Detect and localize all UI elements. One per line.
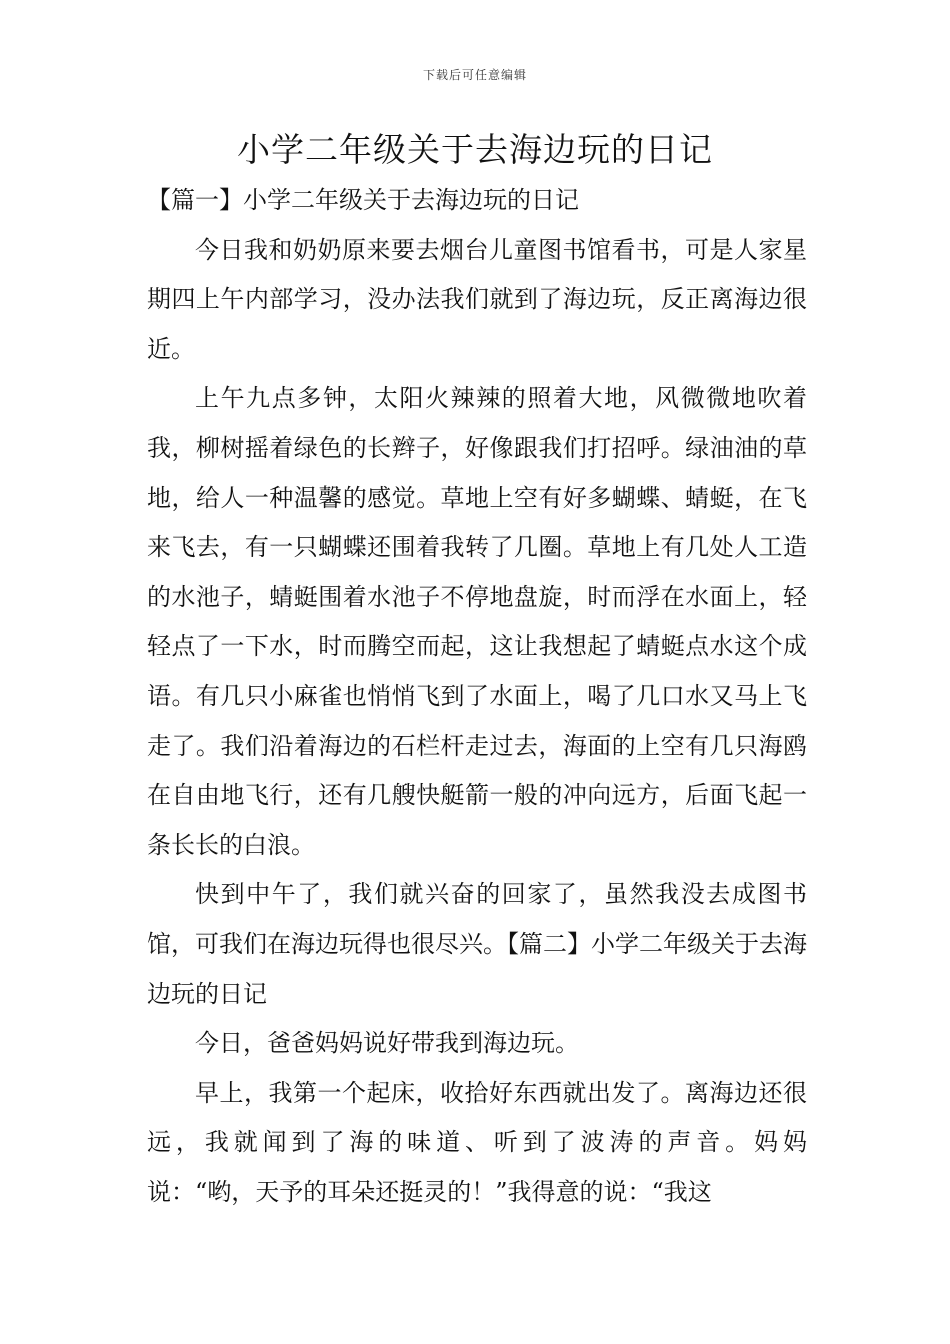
header-note: 下载后可任意编辑 bbox=[422, 68, 527, 82]
paragraph: 今日，爸爸妈妈说好带我到海边玩。 bbox=[195, 1029, 579, 1058]
section-heading: 【篇一】小学二年级关于去海边玩的日记 bbox=[147, 186, 579, 214]
document-body bbox=[147, 176, 807, 1217]
paragraph: 早上，我第一个起床，收拾好东西就出发了。离海边还很远，我就闻到了海的味道、听到了波涛的声音。妈妈说：“哟，天予的耳朵还挺灵的！”我得意的说：“我这 bbox=[147, 1078, 807, 1206]
paragraph: 上午九点多钟，太阳火辣辣的照着大地，风微微地吹着我，柳树摇着绿色的长辫子，好像跟我们打招呼。绿油油的草地，给人一种温馨的感觉。草地上空有好多蝴蝶、蜻蜓，在飞来飞去，有一只蝴蝶还围着我转了几圈。草地上有几处人工造的水池子，蜻蜓围着水池子不停地盘旋，时而浮在水面上，轻轻点了一下水，时而腾空而起，这让我想起了蜻蜓点水这个成语。有几只小麻雀也悄悄飞到了水面上，喝了几口水又马上飞走了。我们沿着海边的石栏杆走过去，海面的上空有几只海鸥在自由地飞行，还有几艘快艇箭一般的冲向远方，后面飞起一条长长的白浪。 bbox=[147, 384, 807, 859]
paragraph: 快到中午了，我们就兴奋的回家了，虽然我没去成图书馆，可我们在海边玩得也很尽兴。【篇二】小学二年级关于去海边玩的日记 bbox=[147, 880, 807, 1008]
document-title: 小学二年级关于去海边玩的日记 bbox=[237, 130, 713, 169]
paragraph: 今日我和奶奶原来要去烟台儿童图书馆看书，可是人家星期四上午内部学习，没办法我们就到了海边玩，反正离海边很近。 bbox=[147, 235, 807, 363]
